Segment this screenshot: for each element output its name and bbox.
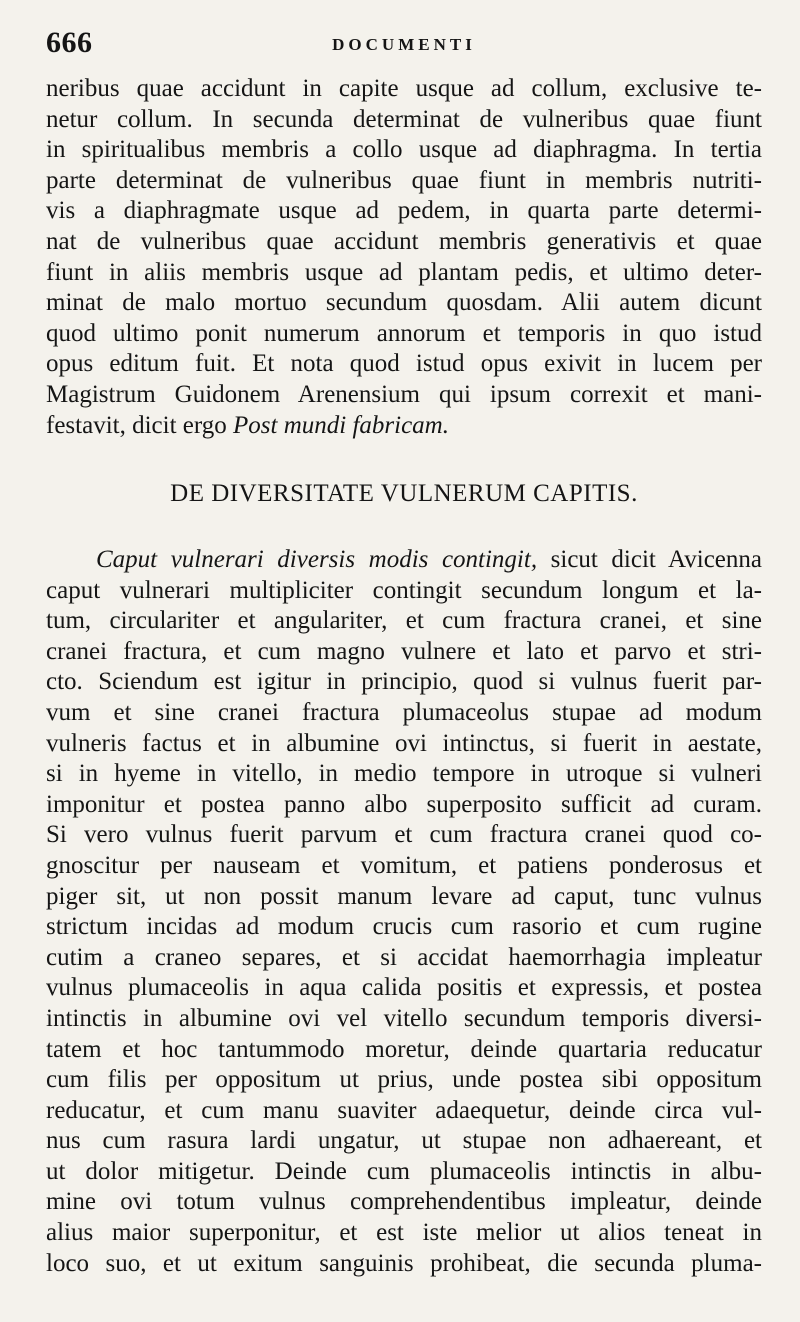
text-line: mine ovi totum vulnus comprehendentibus impleatur, deinde bbox=[46, 1188, 762, 1216]
text-line: Si vero vulnus fuerit parvum et cum fractura cranei quod co- bbox=[46, 821, 762, 849]
text-line: neribus quae accidunt in capite usque ad collum, exclusive te- bbox=[46, 75, 762, 102]
text-line: Magistrum Guidonem Arenensium qui ipsum correxit et mani- bbox=[46, 380, 762, 408]
text-line: nus cum rasura lardi ungatur, ut stupae non adhaereant, et bbox=[46, 1127, 762, 1155]
running-head bbox=[46, 26, 762, 66]
text-line: tatem et hoc tantummodo moretur, deinde quartaria reducatur bbox=[46, 1035, 762, 1063]
text-line: vis a diaphragmate usque ad pedem, in quarta parte determi- bbox=[46, 197, 762, 225]
section-heading: DE DIVERSITATE VULNERUM CAPITIS. bbox=[170, 480, 638, 507]
text-line-last bbox=[46, 411, 762, 442]
text-line: in spiritualibus membris a collo usque ad diaphragma. In tertia bbox=[46, 136, 762, 164]
text-line: netur collum. In secunda determinat de vulneribus quae fiunt bbox=[46, 105, 762, 133]
text-line: cranei fractura, et cum magno vulnere et lato et parvo et stri- bbox=[46, 637, 762, 665]
intro-last-italic: Post mundi fabricam. bbox=[233, 411, 449, 439]
text-line: caput vulnerari multipliciter contingit secundum longum et la- bbox=[46, 576, 762, 604]
text-line: cutim a craneo separes, et si accidat haemorrhagia impleatur bbox=[46, 943, 762, 971]
text-line: cum filis per oppositum ut prius, unde postea sibi oppositum bbox=[46, 1066, 762, 1094]
text-line: alius maior superponitur, et est iste melior ut alios teneat in bbox=[46, 1219, 762, 1247]
text-line: tum, circulariter et angulariter, et cum fractura cranei, et sine bbox=[46, 607, 762, 635]
text-line: gnoscitur per nauseam et vomitum, et patiens ponderosus et bbox=[46, 851, 762, 879]
text-line: minat de malo mortuo secundum quosdam. Alii autem dicunt bbox=[46, 289, 762, 317]
text-line: piger sit, ut non possit manum levare ad caput, tunc vulnus bbox=[46, 882, 762, 910]
text-line: fiunt in aliis membris usque ad plantam pedis, et ultimo deter- bbox=[46, 258, 762, 286]
intro-last-plain: festavit, dicit ergo bbox=[46, 411, 233, 439]
text-line: nat de vulneribus quae accidunt membris generativis et quae bbox=[46, 227, 762, 255]
text-line: reducatur, et cum manu suaviter adaequetur, deinde circa vul- bbox=[46, 1096, 762, 1124]
text-line: opus editum fuit. Et nota quod istud opus exivit in lucem per bbox=[46, 350, 762, 378]
intro-paragraph bbox=[46, 74, 762, 441]
text-line-first bbox=[46, 545, 762, 576]
running-title: DOCUMENTI bbox=[332, 35, 476, 54]
page-number: 666 bbox=[46, 26, 93, 59]
text-line: strictum incidas ad modum crucis cum rasorio et cum rugine bbox=[46, 913, 762, 941]
text-line: vum et sine cranei fractura plumaceolus stupae ad modum bbox=[46, 698, 762, 726]
text-line: quod ultimo ponit numerum annorum et temporis in quo istud bbox=[46, 319, 762, 347]
text-line: imponitur et postea panno albo superposito sufficit ad curam. bbox=[46, 790, 762, 818]
text-line: vulnus plumaceolis in aqua calida positis et expressis, et postea bbox=[46, 974, 762, 1002]
text-line: loco suo, et ut exitum sanguinis prohibeat, die secunda pluma- bbox=[46, 1249, 762, 1277]
text-line: si in hyeme in vitello, in medio tempore in utroque si vulneri bbox=[46, 760, 762, 788]
text-line: intinctis in albumine ovi vel vitello secundum temporis diversi- bbox=[46, 1004, 762, 1032]
text-line: vulneris factus et in albumine ovi intinctus, si fuerit in aestate, bbox=[46, 729, 762, 757]
text-line: parte determinat de vulneribus quae fiunt in membris nutriti- bbox=[46, 166, 762, 194]
body-paragraph bbox=[46, 545, 762, 1279]
body-first-italic: Caput vulnerari diversis modis contingit, bbox=[96, 546, 538, 573]
text-line: ut dolor mitigetur. Deinde cum plumaceolis intinctis in albu- bbox=[46, 1157, 762, 1185]
text-line: cto. Sciendum est igitur in principio, quod si vulnus fuerit par- bbox=[46, 668, 762, 696]
body-first-plain: sicut dicit Avicenna bbox=[537, 546, 762, 573]
